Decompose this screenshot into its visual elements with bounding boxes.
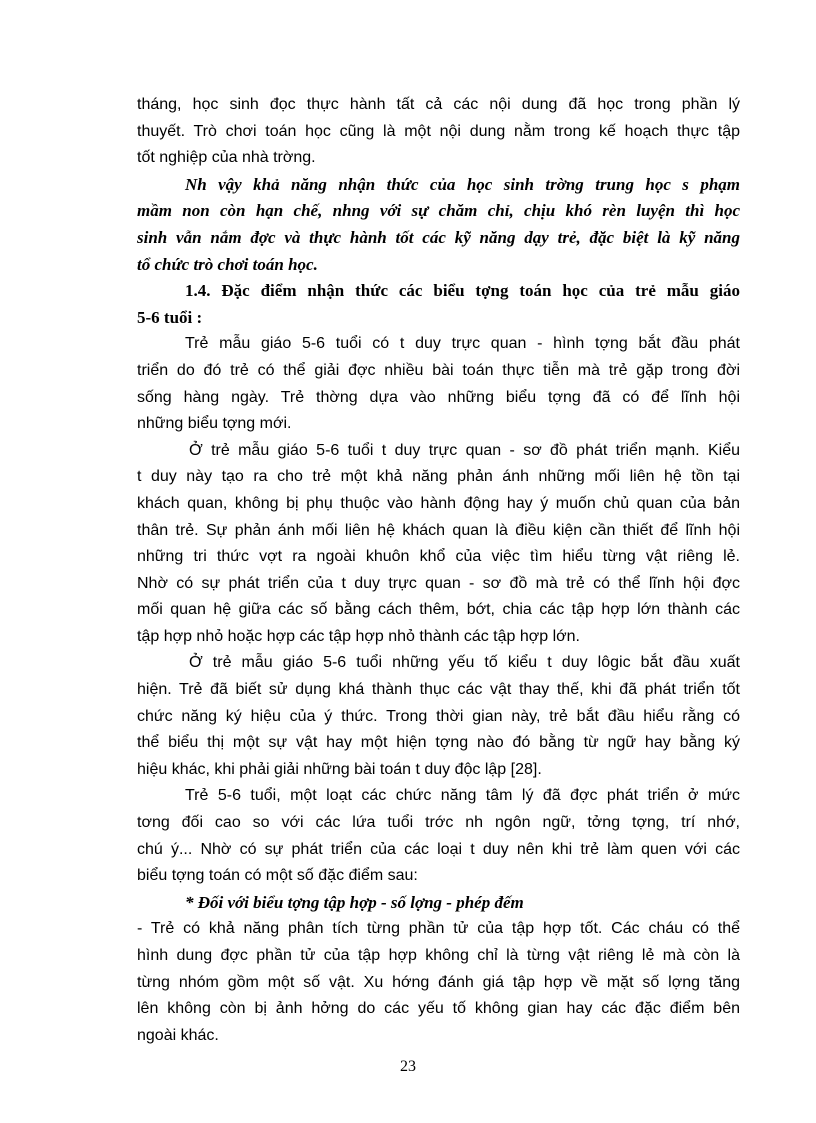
text-line: tập hợp nhỏ hoặc hợp các tập hợp nhỏ thành các tập hợp lớn. xyxy=(137,627,580,645)
paragraph xyxy=(137,783,740,889)
text-line: biểu tợng toán có một số đặc điểm sau: xyxy=(137,867,418,885)
text-line: Nhờ có sự phát triển của t duy trực quan - sơ đồ mà trẻ có thể lĩnh hội đợc xyxy=(137,574,740,592)
text-line: tốt nghiệp của nhà trờng. xyxy=(137,149,316,167)
text-line: chức năng ký hiệu của ý thức. Trong thời gian này, trẻ bắt đầu hiểu rằng có xyxy=(137,707,740,725)
text-line: lên không còn bị ảnh hởng do các yếu tố không gian hay các đặc điểm bên xyxy=(137,1000,740,1018)
paragraph xyxy=(137,331,740,437)
text-line: những tri thức vợt ra ngoài khuôn khổ của việc tìm hiểu từng vật riêng lẻ. xyxy=(137,548,740,566)
text-line: Nh vậy khả năng nhận thức của học sinh trờng trung học s phạm xyxy=(185,174,740,194)
text-line: Trẻ mẫu giáo 5-6 tuổi có t duy trực quan - hình tợng bắt đầu phát xyxy=(185,335,740,353)
text-line: chú ý... Nhờ có sự phát triển của các loại t duy nên khi trẻ làm quen với các xyxy=(137,840,740,858)
text-line: mầm non còn hạn chế, nhng với sự chăm chỉ, chịu khó rèn luyện thì học xyxy=(137,201,740,221)
subheading xyxy=(137,890,740,917)
text-line: Ở trẻ mẫu giáo 5-6 tuổi t duy trực quan - sơ đồ phát triển mạnh. Kiểu xyxy=(189,441,740,459)
paragraph xyxy=(137,438,740,651)
text-line: tháng, học sinh đọc thực hành tất cả các nội dung đã học trong phần lý xyxy=(137,96,740,113)
text-line: hình dung đợc phần tử của tập hợp không chỉ là từng vật riêng lẻ mà còn là xyxy=(137,947,740,964)
text-line: ngoài khác. xyxy=(137,1026,219,1044)
page-number: 23 xyxy=(400,1058,416,1075)
text-line: t duy này tạo ra cho trẻ một khả năng phản ánh những mối liên hệ tồn tại xyxy=(137,468,740,486)
text-line: sinh vẫn nắm đợc và thực hành tốt các kỹ năng dạy trẻ, đặc biệt là kỹ năng xyxy=(137,227,740,247)
text-line: hiện. Trẻ đã biết sử dụng khá thành thục các vật thay thế, khi đã phát triển tốt xyxy=(137,681,740,699)
text-line: tơng đối cao so với các lứa tuổi trớc nh ngôn ngữ, tởng tợng, trí nhớ, xyxy=(137,814,740,832)
heading-line: 5-6 tuổi : xyxy=(137,307,203,327)
text-line: thân trẻ. Sự phản ánh mối liên hệ khách quan là điều kiện cần thiết để lĩnh hội xyxy=(137,521,740,539)
document-page xyxy=(137,92,740,1049)
subheading-line: * Đối với biểu tợng tập hợp - số lợng - phép đếm xyxy=(185,892,524,912)
heading-line: 1.4. Đặc điểm nhận thức các biểu tợng toán học của trẻ mẫu giáo xyxy=(185,281,740,301)
text-line: mối quan hệ giữa các số bằng cách thêm, bớt, chia các tập hợp lớn thành các xyxy=(137,601,740,619)
paragraph-continuation xyxy=(137,92,740,172)
text-line: tổ chức trò chơi toán học. xyxy=(137,254,318,274)
text-line: Trẻ 5-6 tuổi, một loạt các chức năng tâm lý đã đợc phát triển ở mức xyxy=(185,787,740,805)
text-line: hiệu khác, khi phải giải những bài toán t duy độc lập [28]. xyxy=(137,760,542,778)
paragraph-bold-italic xyxy=(137,172,740,278)
text-line: sống hàng ngày. Trẻ thờng dựa vào những biểu tợng đã có để lĩnh hội xyxy=(137,388,740,406)
text-line: Ở trẻ mẫu giáo 5-6 tuổi những yếu tố kiểu t duy lôgic bắt đầu xuất xyxy=(189,654,740,672)
text-line: thể biểu thị một sự vật hay một hiện tợng nào đó bằng từ ngữ hay bằng ký xyxy=(137,734,740,752)
text-line: thuyết. Trò chơi toán học cũng là một nội dung nằm trong kế hoạch thực tập xyxy=(137,122,740,140)
paragraph xyxy=(137,650,740,783)
paragraph xyxy=(137,916,740,1049)
text-line: - Trẻ có khả năng phân tích từng phần tử của tập hợp tốt. Các cháu có thể xyxy=(137,920,740,938)
text-line: từng nhóm gồm một số vật. Xu hớng đánh giá tập hợp về mặt số lợng tăng xyxy=(137,973,740,991)
text-line: những biểu tợng mới. xyxy=(137,415,292,433)
text-line: khách quan, không bị phụ thuộc vào hành động hay ý muốn chủ quan của bản xyxy=(137,494,740,512)
text-line: triển do đó trẻ có thể giải đợc nhiều bài toán thực tiễn mà trẻ gặp trong đời xyxy=(137,361,740,379)
section-heading xyxy=(137,278,740,331)
